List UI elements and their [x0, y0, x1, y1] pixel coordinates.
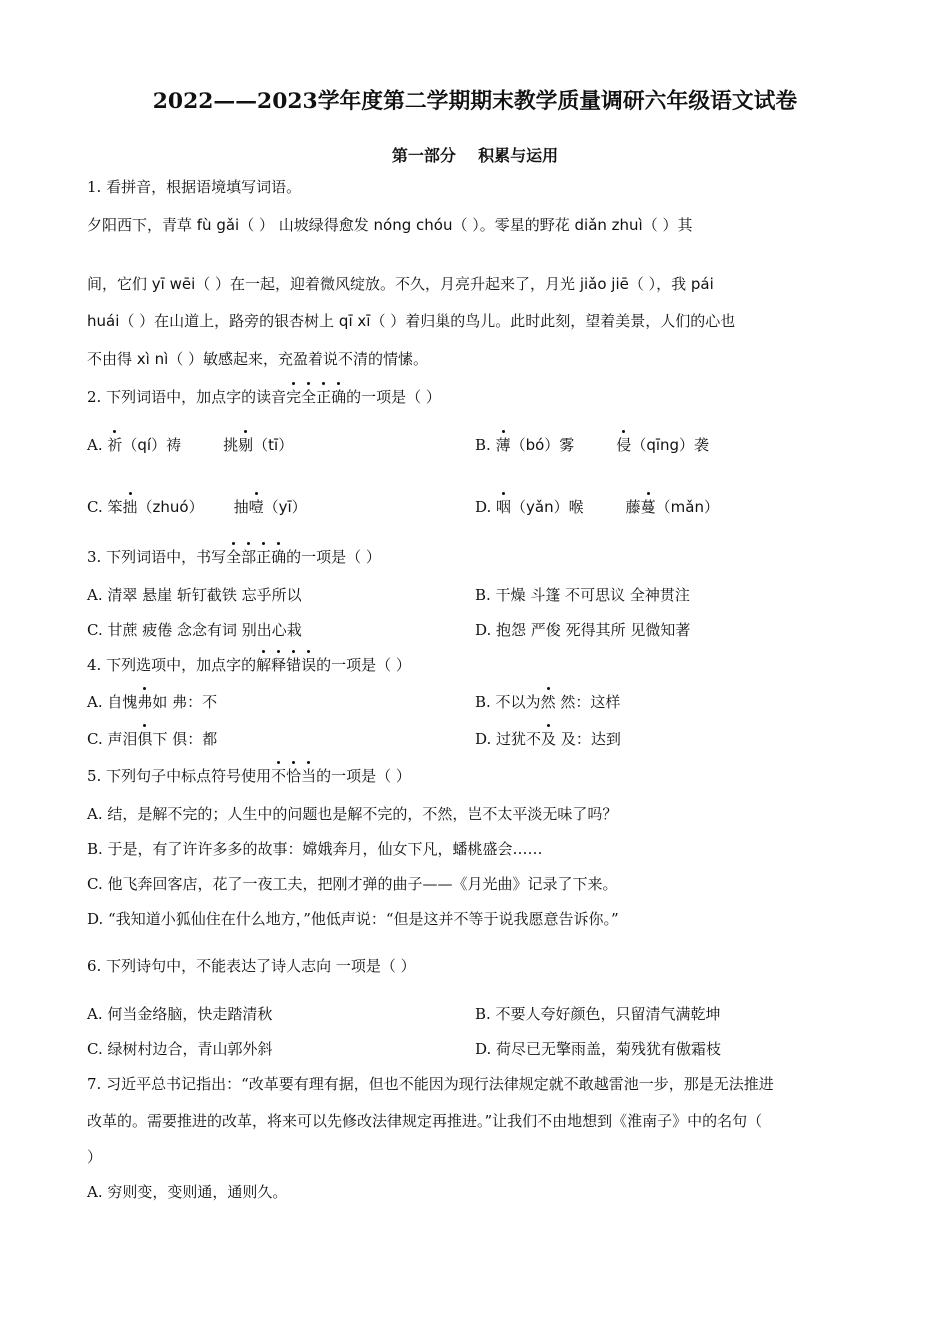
dotted-char: 确	[271, 548, 287, 566]
pinyin: fù gǎi	[196, 216, 240, 234]
dotted-char: 正	[316, 388, 332, 406]
q6-option-a: A. 何当金络脑，快走踏清秋	[87, 1005, 273, 1023]
q2-option-c: C. 笨拙（zhuó） 抽噎（yī）	[87, 498, 307, 516]
dotted-char: 恰	[286, 767, 302, 785]
q3-stem: 3. 下列词语中，书写全部正确的一项是（ ）	[87, 548, 381, 566]
q7-stem-line-1: 7. 习近平总书记指出：“改革要有理有据，但也不能因为现行法律规定就不敢越雷池一步，那是无法推进	[87, 1075, 774, 1093]
dotted-char: 错	[286, 656, 302, 674]
pinyin: diǎn zhuì	[574, 216, 643, 234]
q5-option-d: D. “我知道小狐仙住在什么地方，”他低声说：“但是这并不等于说我愿意告诉你。”	[87, 910, 619, 928]
q5-option-a: A. 结，是解不完的；人生中的问题也是解不完的，不然，岂不太平淡无味了吗？	[87, 805, 618, 823]
q6-option-b: B. 不要人夸好颜色，只留清气满乾坤	[475, 1005, 721, 1023]
q1-line-1: 夕阳西下，青草 fù gǎi（ ） 山坡绿得愈发 nóng chóu（ ）。零星的野花 diǎn zhuì（ ）其	[87, 216, 693, 234]
dotted-char: 全	[301, 388, 317, 406]
dotted-char: 不	[271, 767, 287, 785]
pinyin: qī xī	[338, 312, 371, 330]
dotted-char: 完	[286, 388, 302, 406]
pinyin: xì nì	[136, 350, 169, 368]
q5-option-b: B. 于是，有了许许多多的故事：嫦娥奔月，仙女下凡，蟠桃盛会……	[87, 840, 543, 858]
pinyin: jiǎo jiē	[579, 275, 629, 293]
pinyin: yī wēi	[151, 275, 196, 293]
q4-option-d: D. 过犹不及 及：达到	[475, 730, 621, 748]
dotted-char: 误	[301, 656, 317, 674]
dotted-char: 正	[256, 548, 272, 566]
dotted-char: 当	[301, 767, 317, 785]
q1-line-2: 间，它们 yī wēi（ ）在一起，迎着微风绽放。不久，月亮升起来了，月光 jiǎo jiē（ ），我 pái	[87, 275, 714, 293]
q3-option-b: B. 干燥 斗篷 不可思议 全神贯注	[475, 586, 690, 604]
q6-option-d: D. 荷尽已无擎雨盖，菊残犹有傲霜枝	[475, 1040, 722, 1058]
q3-option-a: A. 清翠 悬崖 斩钉截铁 忘乎所以	[87, 586, 302, 604]
q5-stem: 5. 下列句子中标点符号使用不恰当的一项是（ ）	[87, 767, 411, 785]
section-heading: 第一部分 积累与运用	[391, 146, 559, 165]
q1-line-3: huái（ ）在山道上，路旁的银杏树上 qī xī（ ）着归巢的鸟儿。此时此刻，望着美景，人们的心也	[87, 312, 736, 330]
pinyin: nóng chóu	[373, 216, 453, 234]
q6-option-c: C. 绿树村边合，青山郭外斜	[87, 1040, 273, 1058]
q7-option-a: A. 穷则变，变则通，通则久。	[87, 1183, 288, 1201]
q6-stem: 6. 下列诗句中，不能表达了诗人志向 一项是（ ）	[87, 957, 416, 975]
q7-stem-line-2: 改革的。需要推进的改革，将来可以先修改法律规定再推进。”让我们不由地想到《淮南子》中的名句（	[87, 1112, 763, 1130]
pinyin: pái	[690, 275, 714, 293]
dotted-char: 释	[271, 656, 287, 674]
q3-option-c: C. 甘蔗 疲倦 念念有词 别出心栽	[87, 621, 302, 639]
q5-option-c: C. 他飞奔回客店，花了一夜工夫，把刚才弹的曲子——《月光曲》记录了下来。	[87, 875, 618, 893]
q4-option-b: B. 不以为然 然：这样	[475, 693, 621, 711]
q1-line-4: 不由得 xì nì（ ）敏感起来，充盈着说不清的情愫。	[87, 350, 429, 368]
dotted-char: 全	[226, 548, 242, 566]
dotted-char: 部	[241, 548, 257, 566]
q2-stem: 2. 下列词语中，加点字的读音完全正确的一项是（ ）	[87, 388, 441, 406]
q2-option-b: B. 薄（bó）雾 侵（qīng）袭	[475, 436, 710, 454]
q2-option-d: D. 咽（yǎn）喉 藤蔓（mǎn）	[475, 498, 719, 516]
q3-option-d: D. 抱怨 严俊 死得其所 见微知著	[475, 621, 691, 639]
q1-stem: 1. 看拼音，根据语境填写词语。	[87, 178, 302, 196]
q4-option-c: C. 声泪俱下 俱：都	[87, 730, 218, 748]
exam-title: 2022——2023学年度第二学期期末教学质量调研六年级语文试卷	[152, 89, 798, 114]
dotted-char: 解	[256, 656, 272, 674]
q2-option-a: A. 祈（qí）祷 挑剔（tī）	[87, 436, 294, 454]
q4-option-a: A. 自愧弗如 弗：不	[87, 693, 218, 711]
dotted-char: 确	[331, 388, 347, 406]
q7-stem-line-3: ）	[87, 1148, 103, 1166]
pinyin: huái	[87, 312, 120, 330]
q4-stem: 4. 下列选项中，加点字的解释错误的一项是（ ）	[87, 656, 411, 674]
